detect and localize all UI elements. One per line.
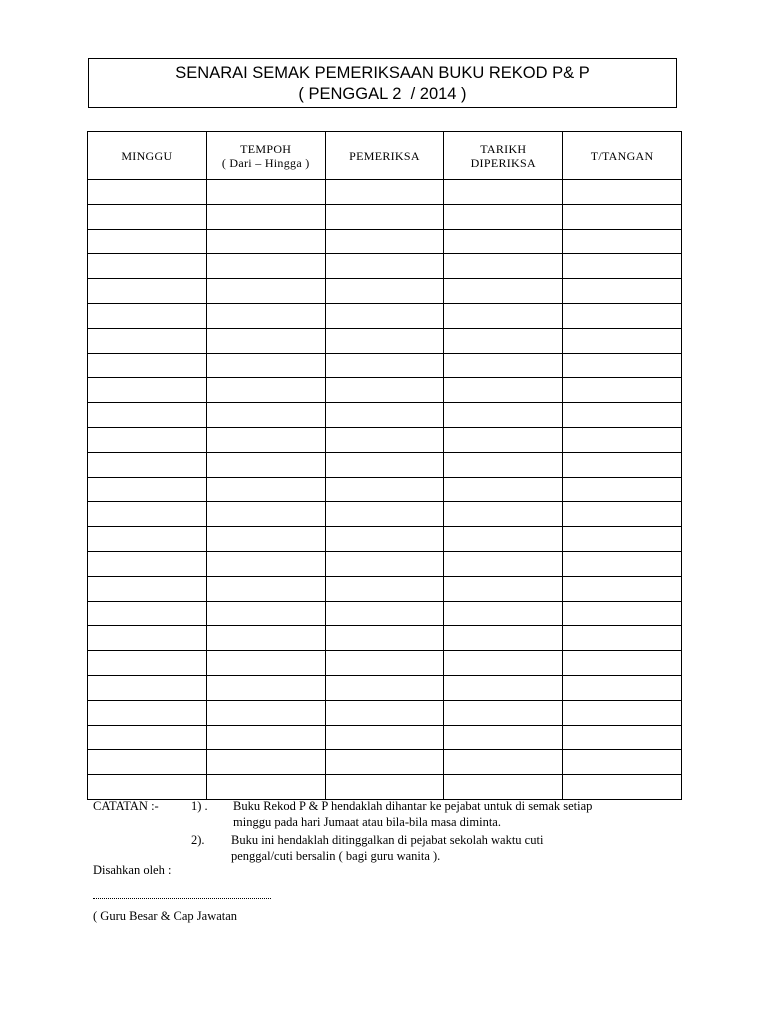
cell-tempoh[interactable] — [206, 452, 325, 477]
cell-tempoh[interactable] — [206, 378, 325, 403]
table-row — [88, 651, 682, 676]
cell-minggu[interactable] — [88, 378, 207, 403]
cell-tempoh[interactable] — [206, 576, 325, 601]
cell-minggu[interactable] — [88, 527, 207, 552]
cell-tempoh[interactable] — [206, 725, 325, 750]
cell-tandatangan[interactable] — [563, 254, 682, 279]
cell-minggu[interactable] — [88, 204, 207, 229]
cell-tandatangan[interactable] — [563, 204, 682, 229]
notes-label: CATATAN :- — [93, 799, 159, 813]
cell-pemeriksa[interactable] — [325, 427, 444, 452]
cell-tarikh[interactable] — [444, 229, 563, 254]
table-row — [88, 775, 682, 800]
table-row — [88, 229, 682, 254]
cell-tempoh[interactable] — [206, 279, 325, 304]
cell-tandatangan[interactable] — [563, 279, 682, 304]
cell-pemeriksa[interactable] — [325, 651, 444, 676]
cell-minggu[interactable] — [88, 254, 207, 279]
cell-minggu[interactable] — [88, 725, 207, 750]
cell-tandatangan[interactable] — [563, 403, 682, 428]
cell-tempoh[interactable] — [206, 502, 325, 527]
cell-minggu[interactable] — [88, 279, 207, 304]
cell-pemeriksa[interactable] — [325, 477, 444, 502]
cell-tempoh[interactable] — [206, 775, 325, 800]
cell-minggu[interactable] — [88, 403, 207, 428]
cell-tempoh[interactable] — [206, 527, 325, 552]
cell-pemeriksa[interactable] — [325, 675, 444, 700]
cell-minggu[interactable] — [88, 229, 207, 254]
cell-pemeriksa[interactable] — [325, 502, 444, 527]
cell-pemeriksa[interactable] — [325, 279, 444, 304]
cell-tempoh[interactable] — [206, 180, 325, 205]
cell-tempoh[interactable] — [206, 551, 325, 576]
cell-pemeriksa[interactable] — [325, 328, 444, 353]
note-1-line-1: Buku Rekod P & P hendaklah dihantar ke pejabat untuk di semak setiap — [233, 799, 593, 813]
cell-tandatangan[interactable] — [563, 452, 682, 477]
cell-tandatangan[interactable] — [563, 551, 682, 576]
cell-pemeriksa[interactable] — [325, 725, 444, 750]
cell-minggu[interactable] — [88, 328, 207, 353]
cell-tarikh[interactable] — [444, 750, 563, 775]
cell-tandatangan[interactable] — [563, 576, 682, 601]
signature-dotted-line — [93, 892, 271, 899]
cell-tempoh[interactable] — [206, 675, 325, 700]
header-tempoh: TEMPOH ( Dari – Hingga ) — [206, 132, 325, 180]
cell-tarikh[interactable] — [444, 378, 563, 403]
cell-tempoh[interactable] — [206, 403, 325, 428]
cell-tarikh[interactable] — [444, 477, 563, 502]
cell-tempoh[interactable] — [206, 328, 325, 353]
header-minggu: MINGGU — [88, 132, 207, 180]
cell-tandatangan[interactable] — [563, 328, 682, 353]
table-header-row — [88, 132, 682, 180]
cell-pemeriksa[interactable] — [325, 403, 444, 428]
cell-pemeriksa[interactable] — [325, 204, 444, 229]
cell-pemeriksa[interactable] — [325, 229, 444, 254]
table-row — [88, 254, 682, 279]
table-row — [88, 353, 682, 378]
cell-tandatangan[interactable] — [563, 700, 682, 725]
cell-minggu[interactable] — [88, 651, 207, 676]
cell-minggu[interactable] — [88, 477, 207, 502]
table-row — [88, 279, 682, 304]
cell-tarikh[interactable] — [444, 502, 563, 527]
table-row — [88, 180, 682, 205]
cell-pemeriksa[interactable] — [325, 353, 444, 378]
cell-tandatangan[interactable] — [563, 477, 682, 502]
cell-tandatangan[interactable] — [563, 725, 682, 750]
cell-minggu[interactable] — [88, 576, 207, 601]
cell-tarikh[interactable] — [444, 254, 563, 279]
cell-tarikh[interactable] — [444, 576, 563, 601]
table-row — [88, 527, 682, 552]
cell-tempoh[interactable] — [206, 651, 325, 676]
cell-tarikh[interactable] — [444, 403, 563, 428]
cell-minggu[interactable] — [88, 353, 207, 378]
cell-minggu[interactable] — [88, 675, 207, 700]
form-title: SENARAI SEMAK PEMERIKSAAN BUKU REKOD P& P — [175, 64, 590, 82]
cell-tempoh[interactable] — [206, 477, 325, 502]
table-row — [88, 403, 682, 428]
cell-tarikh[interactable] — [444, 675, 563, 700]
cell-tarikh[interactable] — [444, 601, 563, 626]
table-row — [88, 477, 682, 502]
cell-minggu[interactable] — [88, 626, 207, 651]
cell-tempoh[interactable] — [206, 700, 325, 725]
note-1-line-2: minggu pada hari Jumaat atau bila-bila masa diminta. — [233, 815, 501, 829]
cell-tarikh[interactable] — [444, 427, 563, 452]
table-row — [88, 750, 682, 775]
cell-tarikh[interactable] — [444, 328, 563, 353]
cell-pemeriksa[interactable] — [325, 452, 444, 477]
signatory-label: ( Guru Besar & Cap Jawatan — [93, 909, 238, 923]
cell-pemeriksa[interactable] — [325, 527, 444, 552]
header-pemeriksa: PEMERIKSA — [325, 132, 444, 180]
table-row — [88, 626, 682, 651]
cell-pemeriksa[interactable] — [325, 626, 444, 651]
note-2-line-2: penggal/cuti bersalin ( bagi guru wanita ). — [231, 849, 441, 863]
cell-tandatangan[interactable] — [563, 180, 682, 205]
cell-minggu[interactable] — [88, 303, 207, 328]
cell-pemeriksa[interactable] — [325, 180, 444, 205]
cell-minggu[interactable] — [88, 775, 207, 800]
cell-tarikh[interactable] — [444, 303, 563, 328]
cell-tarikh[interactable] — [444, 353, 563, 378]
table-row — [88, 576, 682, 601]
cell-tandatangan[interactable] — [563, 651, 682, 676]
form-title-box — [88, 58, 677, 108]
cell-tandatangan[interactable] — [563, 229, 682, 254]
table-row — [88, 725, 682, 750]
cell-minggu[interactable] — [88, 452, 207, 477]
table-row — [88, 502, 682, 527]
table-row — [88, 601, 682, 626]
cell-tempoh[interactable] — [206, 254, 325, 279]
cell-minggu[interactable] — [88, 502, 207, 527]
cell-tandatangan[interactable] — [563, 626, 682, 651]
cell-tarikh[interactable] — [444, 651, 563, 676]
cell-pemeriksa[interactable] — [325, 551, 444, 576]
form-subtitle: ( PENGGAL 2 / 2014 ) — [298, 85, 467, 103]
cell-tarikh[interactable] — [444, 725, 563, 750]
cell-tandatangan[interactable] — [563, 601, 682, 626]
cell-tarikh[interactable] — [444, 551, 563, 576]
cell-tarikh[interactable] — [444, 527, 563, 552]
cell-tandatangan[interactable] — [563, 353, 682, 378]
cell-tarikh[interactable] — [444, 452, 563, 477]
approval-label: Disahkan oleh : — [93, 863, 172, 877]
cell-tandatangan[interactable] — [563, 750, 682, 775]
cell-tarikh[interactable] — [444, 626, 563, 651]
cell-tempoh[interactable] — [206, 204, 325, 229]
cell-tandatangan[interactable] — [563, 303, 682, 328]
table-row — [88, 427, 682, 452]
cell-pemeriksa[interactable] — [325, 750, 444, 775]
table-row — [88, 700, 682, 725]
header-tandatangan: T/TANGAN — [563, 132, 682, 180]
table-row — [88, 303, 682, 328]
cell-tandatangan[interactable] — [563, 675, 682, 700]
table-row — [88, 452, 682, 477]
cell-tarikh[interactable] — [444, 204, 563, 229]
cell-tarikh[interactable] — [444, 775, 563, 800]
cell-tempoh[interactable] — [206, 601, 325, 626]
cell-tandatangan[interactable] — [563, 502, 682, 527]
table-row — [88, 551, 682, 576]
cell-tarikh[interactable] — [444, 279, 563, 304]
table-row — [88, 378, 682, 403]
note-2-line-1: Buku ini hendaklah ditinggalkan di pejabat sekolah waktu cuti — [231, 833, 544, 847]
cell-pemeriksa[interactable] — [325, 254, 444, 279]
cell-tempoh[interactable] — [206, 427, 325, 452]
cell-pemeriksa[interactable] — [325, 576, 444, 601]
cell-pemeriksa[interactable] — [325, 303, 444, 328]
cell-tandatangan[interactable] — [563, 427, 682, 452]
cell-pemeriksa[interactable] — [325, 775, 444, 800]
notes-section — [93, 798, 693, 864]
cell-tarikh[interactable] — [444, 700, 563, 725]
cell-tandatangan[interactable] — [563, 775, 682, 800]
cell-tandatangan[interactable] — [563, 378, 682, 403]
cell-tempoh[interactable] — [206, 303, 325, 328]
note-2-number: 2). — [191, 833, 205, 847]
cell-minggu[interactable] — [88, 700, 207, 725]
cell-tempoh[interactable] — [206, 353, 325, 378]
cell-tempoh[interactable] — [206, 229, 325, 254]
cell-minggu[interactable] — [88, 180, 207, 205]
cell-minggu[interactable] — [88, 750, 207, 775]
table-row — [88, 204, 682, 229]
cell-pemeriksa[interactable] — [325, 378, 444, 403]
table-row — [88, 328, 682, 353]
note-1-number: 1) . — [191, 799, 208, 813]
cell-tempoh[interactable] — [206, 750, 325, 775]
cell-minggu[interactable] — [88, 551, 207, 576]
checklist-table — [87, 131, 682, 800]
cell-pemeriksa[interactable] — [325, 700, 444, 725]
cell-tempoh[interactable] — [206, 626, 325, 651]
cell-tandatangan[interactable] — [563, 527, 682, 552]
cell-tarikh[interactable] — [444, 180, 563, 205]
cell-pemeriksa[interactable] — [325, 601, 444, 626]
header-tarikh-diperiksa: TARIKH DIPERIKSA — [444, 132, 563, 180]
cell-minggu[interactable] — [88, 427, 207, 452]
cell-minggu[interactable] — [88, 601, 207, 626]
table-row — [88, 675, 682, 700]
